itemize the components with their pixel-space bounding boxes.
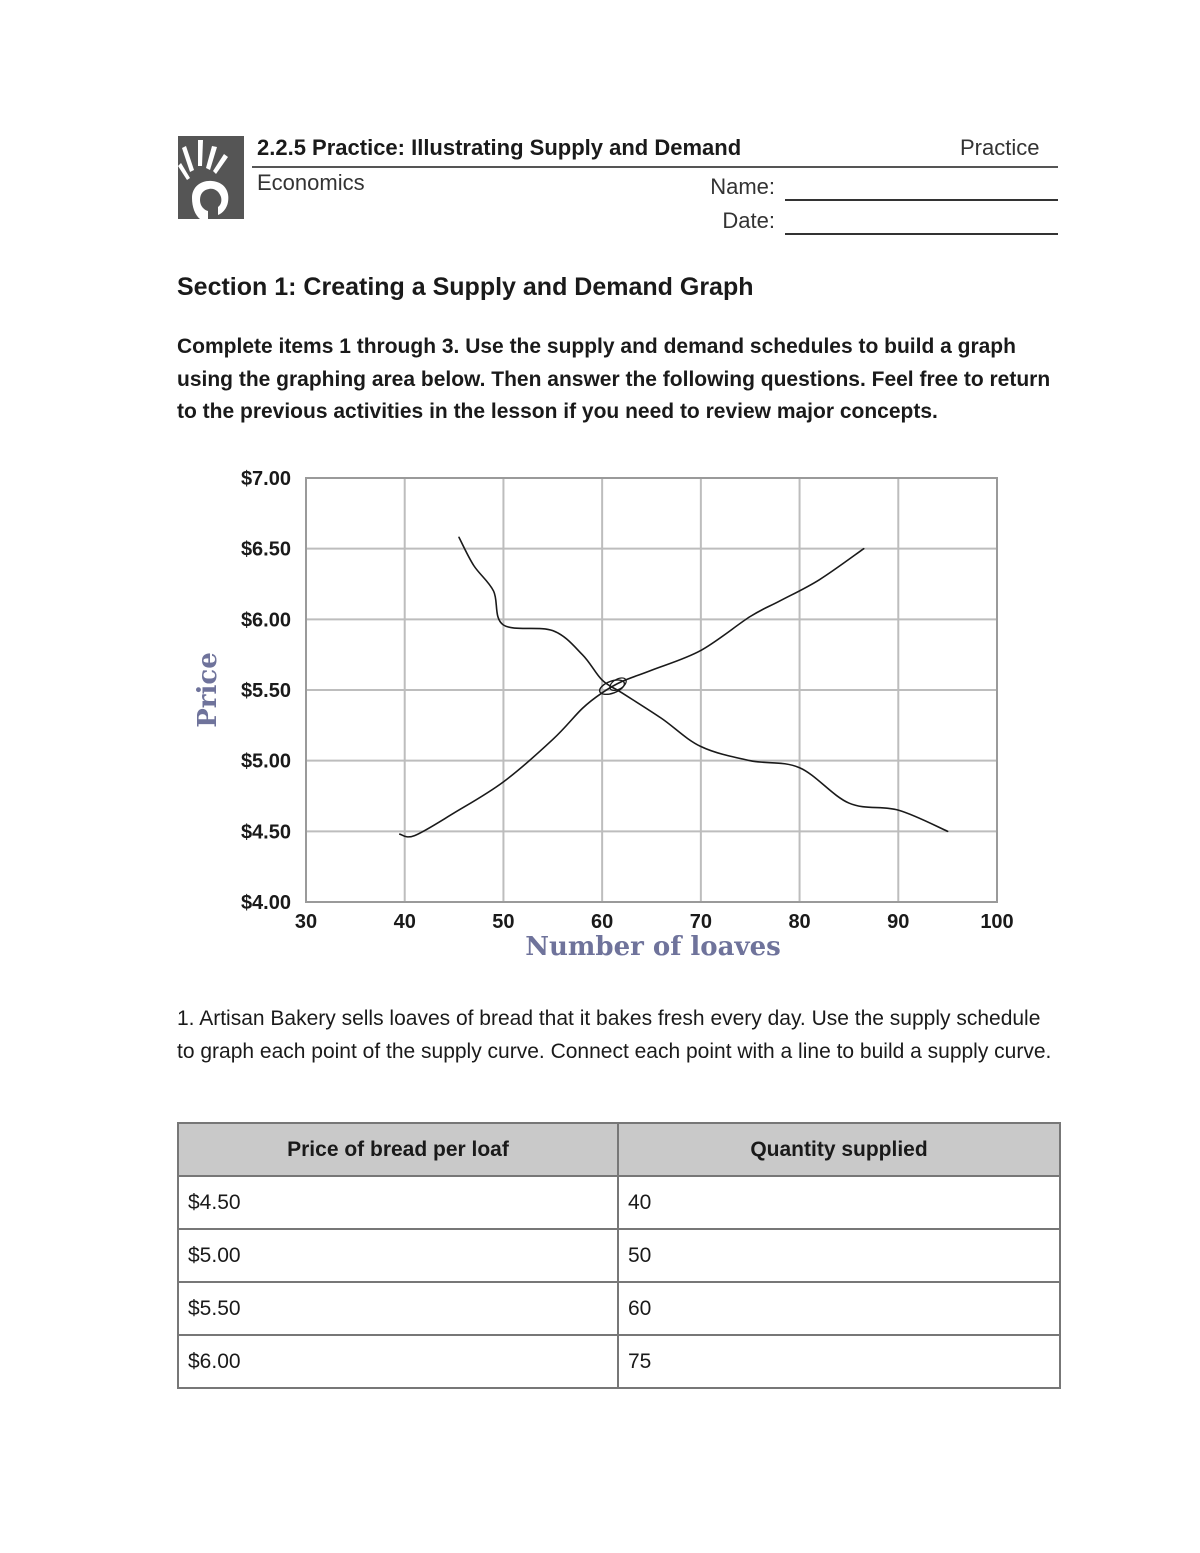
y-tick-label: $7.00 xyxy=(240,468,291,490)
x-tick-label: 70 xyxy=(689,911,712,933)
x-axis-label: Number of loaves xyxy=(525,932,781,962)
y-tick-label: $5.00 xyxy=(240,750,291,773)
x-tick-labels xyxy=(295,911,1014,933)
question-1-text: 1. Artisan Bakery sells loaves of bread that it bakes fresh every day. Use the supply schedule to graph each point of the supply curve. Connect each point with a line to build a supply curve. xyxy=(177,1007,1052,1063)
price-cell: $4.50 xyxy=(178,1176,618,1229)
table-row xyxy=(178,1282,1060,1335)
quantity-cell: 50 xyxy=(618,1229,1060,1282)
column-header-quantity: Quantity supplied xyxy=(618,1123,1060,1176)
apex-logo-icon xyxy=(178,136,244,219)
table-header-row xyxy=(178,1123,1060,1176)
table-row xyxy=(178,1335,1060,1388)
quantity-cell: 40 xyxy=(618,1176,1060,1229)
worksheet-title: 2.2.5 Practice: Illustrating Supply and Demand xyxy=(257,135,742,160)
x-tick-label: 90 xyxy=(887,911,910,933)
date-field-line[interactable] xyxy=(785,233,1058,235)
worksheet-type: Practice xyxy=(960,135,1040,160)
grid-lines xyxy=(306,478,997,902)
y-tick-label: $4.00 xyxy=(240,892,291,914)
section-title: Section 1: Creating a Supply and Demand Graph xyxy=(177,273,754,301)
price-cell: $5.00 xyxy=(178,1229,618,1282)
supply-demand-graph xyxy=(180,455,1040,975)
quantity-cell: 60 xyxy=(618,1282,1060,1335)
header-divider xyxy=(252,166,1058,168)
y-tick-label: $6.00 xyxy=(240,609,291,632)
y-axis-label: Price xyxy=(193,652,223,728)
section-instructions: Complete items 1 through 3. Use the supply and demand schedules to build a graph using the graphing area below. Then answer the following questions. Feel free to return to the previous activities in the lesson if you need to review major concepts. xyxy=(177,335,1051,423)
x-tick-label: 40 xyxy=(393,911,416,933)
x-tick-label: 60 xyxy=(591,911,614,933)
x-tick-label: 100 xyxy=(980,911,1014,933)
date-label: Date: xyxy=(722,208,775,233)
demand-curve-line xyxy=(459,537,948,831)
quantity-cell: 75 xyxy=(618,1335,1060,1388)
column-header-price: Price of bread per loaf xyxy=(178,1123,618,1176)
y-tick-label: $4.50 xyxy=(240,821,291,844)
name-field-line[interactable] xyxy=(785,199,1058,201)
name-label: Name: xyxy=(710,174,775,199)
y-tick-label: $6.50 xyxy=(240,538,291,561)
course-subject: Economics xyxy=(257,170,365,195)
supply-schedule-table xyxy=(177,1122,1061,1389)
x-tick-label: 50 xyxy=(492,911,515,933)
x-tick-label: 80 xyxy=(788,911,811,933)
table-row xyxy=(178,1176,1060,1229)
series-lines xyxy=(400,537,948,837)
price-cell: $5.50 xyxy=(178,1282,618,1335)
y-tick-labels xyxy=(241,468,291,914)
supply-curve-line xyxy=(400,549,864,837)
table-row xyxy=(178,1229,1060,1282)
x-tick-label: 30 xyxy=(294,911,318,933)
price-cell: $6.00 xyxy=(178,1335,618,1388)
y-tick-label: $5.50 xyxy=(240,680,291,702)
